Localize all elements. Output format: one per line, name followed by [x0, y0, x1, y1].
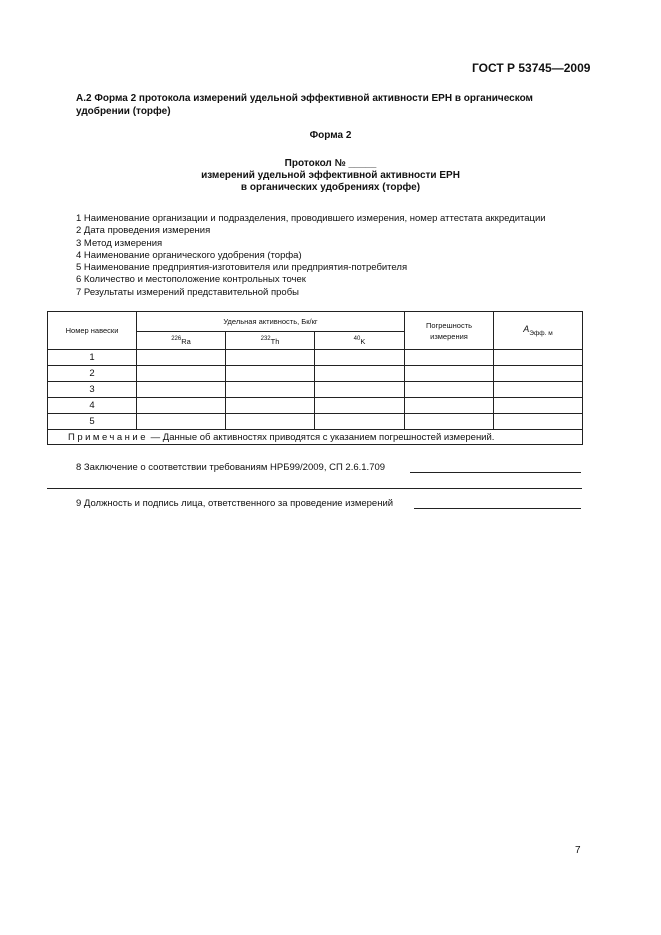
header-specific-activity: Удельная активность, Бк/кг — [137, 312, 405, 332]
table-cell — [226, 382, 315, 398]
conclusion-fill-line-2[interactable] — [47, 488, 582, 489]
header-effective-activity: $A_{Эфф. м}$ — [494, 312, 583, 350]
table-cell — [494, 398, 583, 414]
table-cell — [315, 350, 405, 366]
table-cell — [494, 414, 583, 430]
table-row — [48, 382, 583, 398]
table-cell — [494, 350, 583, 366]
row-number: 3 — [48, 382, 137, 398]
list-item: 5 Наименование предприятия-изготовителя или предприятия-потребителя — [76, 262, 408, 274]
signature-item: 9 Должность и подпись лица, ответственного за проведение измерений — [76, 498, 394, 509]
table-cell — [137, 382, 226, 398]
table-cell — [226, 414, 315, 430]
list-item: 7 Результаты измерений представительной пробы — [76, 286, 299, 298]
standard-number: ГОСТ Р 53745—2009 — [472, 61, 591, 75]
table-row — [48, 398, 583, 414]
row-number: 5 — [48, 414, 137, 430]
table-row — [48, 366, 583, 382]
table-cell — [315, 382, 405, 398]
table-cell — [494, 366, 583, 382]
protocol-line-2: измерений удельной эффективной активности ЕРН — [201, 170, 460, 181]
list-item: 4 Наименование органического удобрения (торфа) — [76, 249, 302, 261]
list-item: 2 Дата проведения измерения — [76, 225, 211, 237]
header-k40: $^{40}$K — [315, 332, 405, 350]
table-cell — [405, 398, 494, 414]
table-cell — [405, 366, 494, 382]
conclusion-item: 8 Заключение о соответствии требованиям НРБ99/2009, СП 2.6.1.709 — [76, 462, 386, 473]
table-cell — [137, 414, 226, 430]
list-item: 1 Наименование организации и подразделения, проводившего измерения, номер аттестата аккредитации — [76, 213, 546, 224]
header-measurement-error: Погрешность измерения — [405, 312, 494, 350]
protocol-items-list — [76, 213, 546, 299]
row-number: 2 — [48, 366, 137, 382]
table-cell — [137, 350, 226, 366]
table-cell — [405, 350, 494, 366]
table-cell — [405, 382, 494, 398]
list-item: 3 Метод измерения — [76, 237, 163, 249]
table-cell — [494, 382, 583, 398]
header-sample-number: Номер навески — [48, 312, 137, 350]
header-ra226: $^{226}$Ra — [137, 332, 226, 350]
signature-fill-line[interactable] — [414, 508, 581, 509]
table-cell — [226, 350, 315, 366]
table-cell — [405, 414, 494, 430]
table-cell — [315, 366, 405, 382]
note-label: Примечание — [68, 431, 148, 443]
table-cell — [137, 366, 226, 382]
list-item: 6 Количество и местоположение контрольных точек — [76, 274, 306, 286]
table-cell — [315, 398, 405, 414]
conclusion-fill-line[interactable] — [410, 472, 581, 473]
row-number: 1 — [48, 350, 137, 366]
table-cell — [137, 398, 226, 414]
table-cell — [226, 398, 315, 414]
note-text: — Данные об активностях приводятся с указанием погрешностей измерений. — [148, 431, 495, 443]
appendix-heading: А.2 Форма 2 протокола измерений удельной эффективной активности ЕРН в органическом удобрении (торфе) — [76, 93, 533, 117]
protocol-title — [0, 158, 661, 194]
table-row — [48, 414, 583, 430]
row-number: 4 — [48, 398, 137, 414]
table-cell — [315, 414, 405, 430]
results-table — [47, 311, 583, 445]
table-cell — [226, 366, 315, 382]
protocol-line-3: в органических удобрениях (торфе) — [240, 182, 421, 193]
table-note — [48, 430, 583, 445]
protocol-line-1: Протокол № _____ — [284, 158, 377, 169]
page-number: 7 — [575, 845, 581, 856]
table-row — [48, 350, 583, 366]
form-title: Форма 2 — [309, 130, 352, 141]
header-th232: $^{232}$Th — [226, 332, 315, 350]
